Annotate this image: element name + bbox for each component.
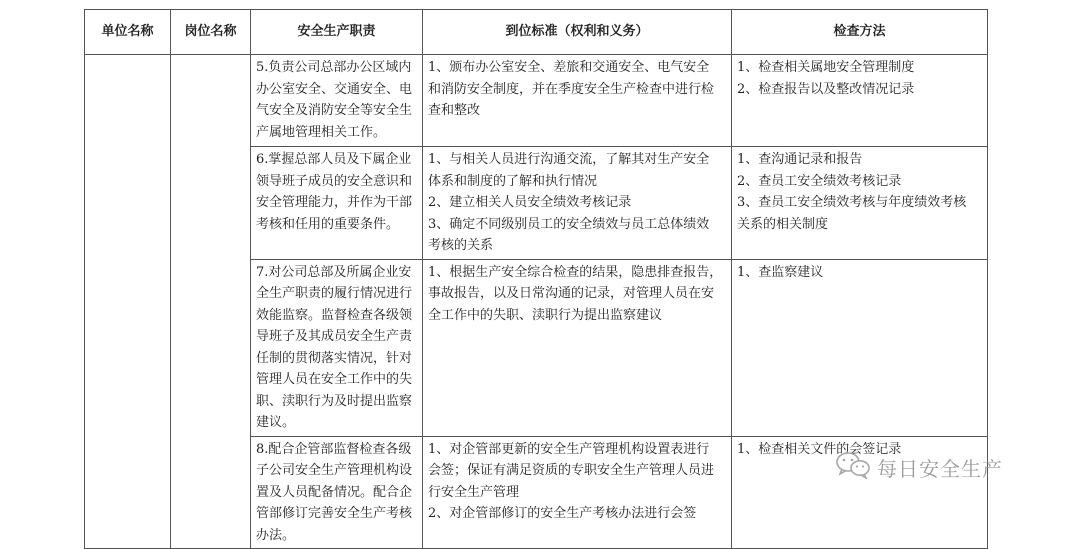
method-cell: 1、检查相关文件的会签记录 bbox=[732, 436, 988, 549]
header-safety-duty: 安全生产职责 bbox=[251, 10, 423, 55]
watermark-text: 每日安全生产 bbox=[877, 457, 1003, 481]
standard-cell: 1、与相关人员进行沟通交流，了解其对生产安全 体系和制度的了解和执行情况 2、建立相关人员安全绩效考核记录 3、确定不同级别员工的安全绩效与员工总体绩效 考核的关系 bbox=[423, 147, 732, 260]
method-cell: 1、检查相关属地安全管理制度 2、检查报告以及整改情况记录 bbox=[732, 55, 988, 147]
duty-cell: 5.负责公司总部办公区域内 办公室安全、交通安全、电 气安全及消防安全等安全生 产属地管理相关工作。 bbox=[251, 55, 423, 147]
duty-cell: 7.对公司总部及所属企业安 全生产职责的履行情况进行 效能监察。监督检查各级领 导班子及其成员安全生产责 任制的贯彻落实情况，针对 管理人员在安全工作中的失 职、渎职行为及时提出监察 建议。 bbox=[251, 259, 423, 436]
table-header-row bbox=[85, 10, 988, 55]
header-check-method: 检查方法 bbox=[732, 10, 988, 55]
header-unit-name: 单位名称 bbox=[85, 10, 171, 55]
duty-cell: 8.配合企管部监督检查各级 子公司安全生产管理机构设 置及人员配备情况。配合企 管部修订完善安全生产考核 办法。 bbox=[251, 436, 423, 549]
table-row bbox=[85, 55, 988, 147]
header-post-name: 岗位名称 bbox=[171, 10, 251, 55]
standard-cell: 1、根据生产安全综合检查的结果，隐患排查报告， 事故报告，以及日常沟通的记录，对管理人员在安 全工作中的失职、渎职行为提出监察建议 bbox=[423, 259, 732, 436]
standard-cell: 1、对企管部更新的安全生产管理机构设置表进行 会签；保证有满足资质的专职安全生产管理人员进 行安全生产管理 2、对企管部修订的安全生产考核办法进行会签 bbox=[423, 436, 732, 549]
wechat-icon bbox=[835, 451, 871, 484]
standard-cell: 1、颁布办公室安全、差旅和交通安全、电气安全 和消防安全制度，并在季度安全生产检查中进行检 查和整改 bbox=[423, 55, 732, 147]
method-cell: 1、查沟通记录和报告 2、查员工安全绩效考核记录 3、查员工安全绩效考核与年度绩效考核 关系的相关制度 bbox=[732, 147, 988, 260]
unit-name-cell bbox=[85, 55, 171, 549]
post-name-cell bbox=[171, 55, 251, 549]
watermark bbox=[835, 451, 1003, 484]
header-standard: 到位标准（权利和义务） bbox=[423, 10, 732, 55]
duty-cell: 6.掌握总部人员及下属企业 领导班子成员的安全意识和 安全管理能力，并作为干部 考核和任用的重要条件。 bbox=[251, 147, 423, 260]
method-cell: 1、查监察建议 bbox=[732, 259, 988, 436]
